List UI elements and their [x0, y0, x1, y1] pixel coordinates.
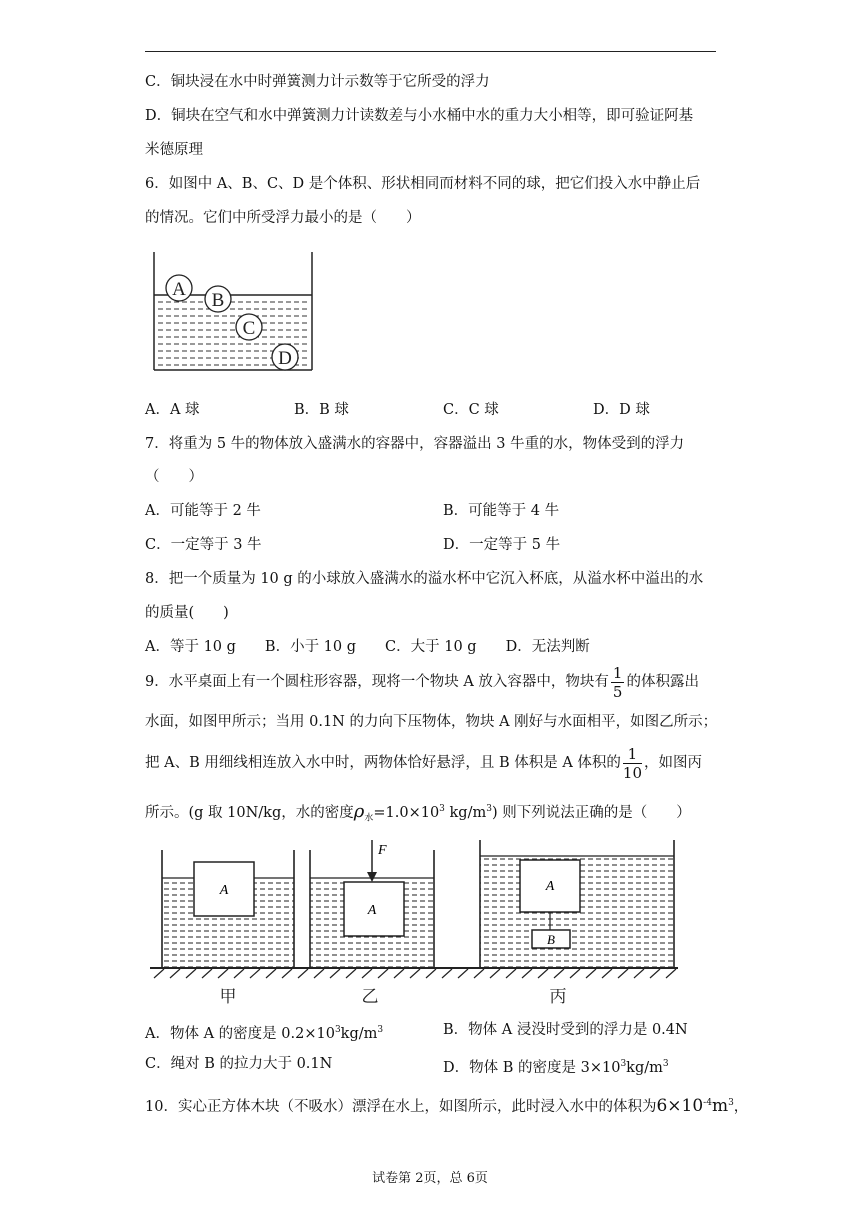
- q10-unit-exponent: 3: [728, 1098, 734, 1108]
- q9-option-b: B．物体 A 浸没时受到的浮力是 0.4N: [443, 1022, 688, 1038]
- fraction-one-fifth: [611, 664, 625, 701]
- ball-label-b: B: [211, 290, 225, 311]
- fraction-one-tenth: [623, 745, 642, 782]
- q6-stem-line1: 6．如图中 A、B、C、D 是个体积、形状相同而材料不同的球，把它们投入水中静止后: [145, 176, 701, 192]
- q9-option-a-unit-exp: 3: [377, 1025, 384, 1035]
- q9-option-a-unit: kg/m: [340, 1025, 378, 1042]
- density-value: =1.0×10: [373, 804, 440, 821]
- ball-label-c: C: [242, 318, 256, 339]
- q8-stem-line2: 的质量( ): [145, 605, 229, 621]
- q10-volume-exponent: -4: [703, 1098, 712, 1108]
- q7-option-d: D．一定等于 5 牛: [443, 537, 561, 553]
- q9-stem-line1: [145, 662, 699, 702]
- block-b-label: B: [547, 932, 555, 947]
- q6-option-b: B．B 球: [294, 402, 349, 418]
- q10-tail: ，: [733, 1098, 749, 1115]
- q9-option-d-unit-exp: 3: [662, 1059, 669, 1069]
- frac2-denominator: 10: [622, 763, 642, 782]
- ball-label-a: A: [172, 279, 186, 300]
- header-rule: [145, 51, 716, 52]
- q6-option-d: D．D 球: [593, 402, 650, 418]
- q7-stem-line1: 7．将重为 5 牛的物体放入盛满水的容器中，容器溢出 3 牛重的水，物体受到的浮力: [145, 436, 685, 452]
- caption-jia: 甲: [219, 987, 237, 1007]
- q9-text-1a: 9．水平桌面上有一个圆柱形容器，现将一个物块 A 放入容器中，物块有: [145, 674, 609, 690]
- q10-volume-unit: m: [711, 1095, 729, 1116]
- force-label: F: [378, 843, 387, 858]
- density-unit: kg/m: [444, 804, 487, 821]
- q8-stem-line1: 8．把一个质量为 10 g 的小球放入盛满水的溢水杯中它沉入杯底，从溢水杯中溢出的水: [145, 571, 704, 587]
- q7-stem-line2: （ ）: [145, 469, 203, 485]
- q9-text-4a: 所示。(g 取 10N/kg，水的密度: [145, 804, 354, 821]
- q6-option-c: C．C 球: [443, 402, 499, 418]
- q7-option-a: A．可能等于 2 牛: [145, 503, 261, 519]
- q9-text-3b: ，如图丙: [644, 755, 702, 771]
- q5-option-c: C．铜块浸在水中时弹簧测力计示数等于它所受的浮力: [145, 74, 490, 90]
- q9-stem-line2: 水面，如图甲所示；当用 0.1N 的力向下压物体，物块 A 刚好与水面相平，如图乙所示；: [145, 714, 718, 730]
- q5-option-d-line2: 米德原理: [145, 142, 203, 158]
- q9-option-c: C．绳对 B 的拉力大于 0.1N: [145, 1056, 333, 1072]
- block-a-label-bing: A: [545, 879, 555, 894]
- caption-yi: 乙: [361, 987, 379, 1007]
- q9-option-d-exp: 3: [620, 1059, 627, 1069]
- rho-subscript: 水: [364, 813, 374, 824]
- q7-option-b: B．可能等于 4 牛: [443, 503, 560, 519]
- container-bing: [480, 840, 674, 968]
- q10-text: 10．实心正方体木块（不吸水）漂浮在水上，如图所示，此时浸入水中的体积为: [145, 1098, 657, 1115]
- q6-stem-line2: 的情况。它们中所受浮力最小的是（ ）: [145, 210, 421, 226]
- q9-option-a-text: A．物体 A 的密度是 0.2×10: [145, 1025, 335, 1042]
- q6-option-a: A．A 球: [145, 402, 200, 418]
- q9-option-a: [145, 1020, 383, 1044]
- q9-stem-line4: [145, 799, 691, 829]
- page-footer: 试卷第 2页，总 6页: [372, 1171, 488, 1186]
- container-jia: [162, 850, 294, 968]
- q9-option-d: [443, 1054, 669, 1078]
- q9-option-a-exp: 3: [334, 1025, 341, 1035]
- q10-stem-line1: [145, 1093, 748, 1117]
- q7-option-c: C．一定等于 3 牛: [145, 537, 262, 553]
- frac2-numerator: 1: [623, 745, 642, 764]
- q9-option-d-unit: kg/m: [626, 1059, 663, 1076]
- q9-stem-line3: [145, 743, 702, 783]
- density-exponent: 3: [439, 804, 445, 814]
- container-yi: [310, 840, 434, 968]
- q9-figure-containers: [148, 838, 688, 1010]
- q9-text-1b: 的体积露出: [626, 674, 699, 690]
- q9-option-d-text: D．物体 B 的密度是 3×10: [443, 1059, 621, 1076]
- q6-figure-beaker: [150, 250, 320, 375]
- frac1-numerator: 1: [612, 663, 623, 682]
- frac1-denominator: 5: [612, 682, 623, 701]
- ground-hatching: [154, 969, 676, 978]
- rho-symbol: ρ: [353, 800, 365, 822]
- q5-option-d-line1: D．铜块在空气和水中弹簧测力计读数差与小水桶中水的重力大小相等，即可验证阿基: [145, 108, 694, 124]
- q10-volume-value: 6×10: [656, 1095, 704, 1116]
- q9-text-4b: ) 则下列说法正确的是（ ）: [491, 804, 691, 821]
- caption-bing: 丙: [549, 987, 567, 1007]
- q9-text-3a: 把 A、B 用细线相连放入水中时，两物体恰好悬浮，且 B 体积是 A 体积的: [145, 755, 621, 771]
- block-a-label-yi: A: [367, 903, 377, 918]
- block-a-label-jia: A: [219, 883, 229, 898]
- ball-label-d: D: [278, 348, 292, 369]
- density-unit-exponent: 3: [486, 804, 492, 814]
- q8-options: A．等于 10 g B．小于 10 g C．大于 10 g D．无法判断: [145, 639, 590, 655]
